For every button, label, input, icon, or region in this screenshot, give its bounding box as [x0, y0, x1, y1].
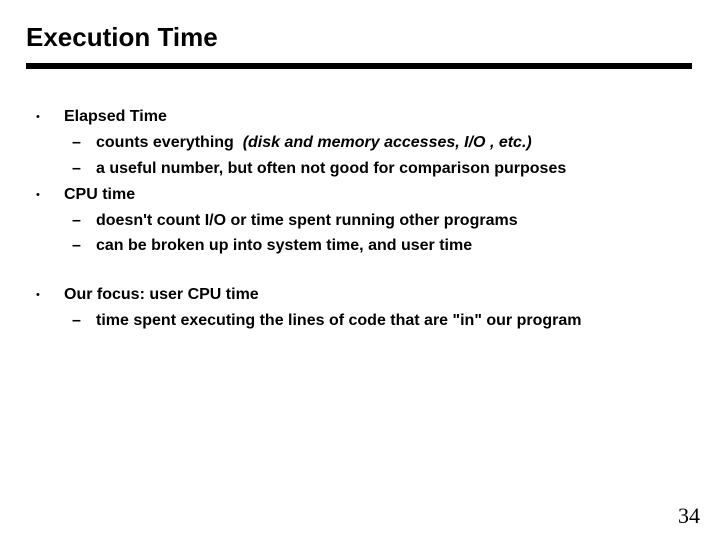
sub-bullet-text: doesn't count I/O or time spent running other programs — [96, 212, 518, 229]
sub-bullet-text: counts everything — [96, 134, 234, 151]
sub-bullet-system-user-time — [72, 233, 472, 259]
dash-marker: – — [72, 212, 81, 229]
title-underline-rule — [26, 63, 692, 69]
sub-bullet-time-spent-executing — [72, 308, 581, 334]
dash-marker: – — [72, 312, 81, 329]
bullet-elapsed-time: Elapsed Time — [64, 108, 167, 125]
bullet-our-focus: Our focus: user CPU time — [64, 286, 259, 303]
dash-marker: – — [72, 237, 81, 254]
dash-marker: – — [72, 160, 81, 177]
bullet-marker: • — [36, 289, 40, 301]
sub-bullet-text: a useful number, but often not good for comparison purposes — [96, 160, 567, 177]
bullet-marker: • — [36, 189, 40, 201]
sub-bullet-doesnt-count-io — [72, 208, 518, 234]
bullet-marker: • — [36, 111, 40, 123]
sub-bullet-text: time spent executing the lines of code that are "in" our program — [96, 312, 582, 329]
page-number: 34 — [678, 503, 700, 528]
dash-marker: – — [72, 134, 81, 151]
bullet-cpu-time: CPU time — [64, 186, 136, 203]
sub-bullet-counts-everything — [72, 130, 532, 156]
page-title: Execution Time — [26, 22, 218, 52]
sub-bullet-text: can be broken up into system time, and user time — [96, 237, 473, 254]
sub-bullet-italic-text: (disk and memory accesses, I/O , etc.) — [242, 134, 532, 151]
sub-bullet-useful-number — [72, 156, 566, 182]
